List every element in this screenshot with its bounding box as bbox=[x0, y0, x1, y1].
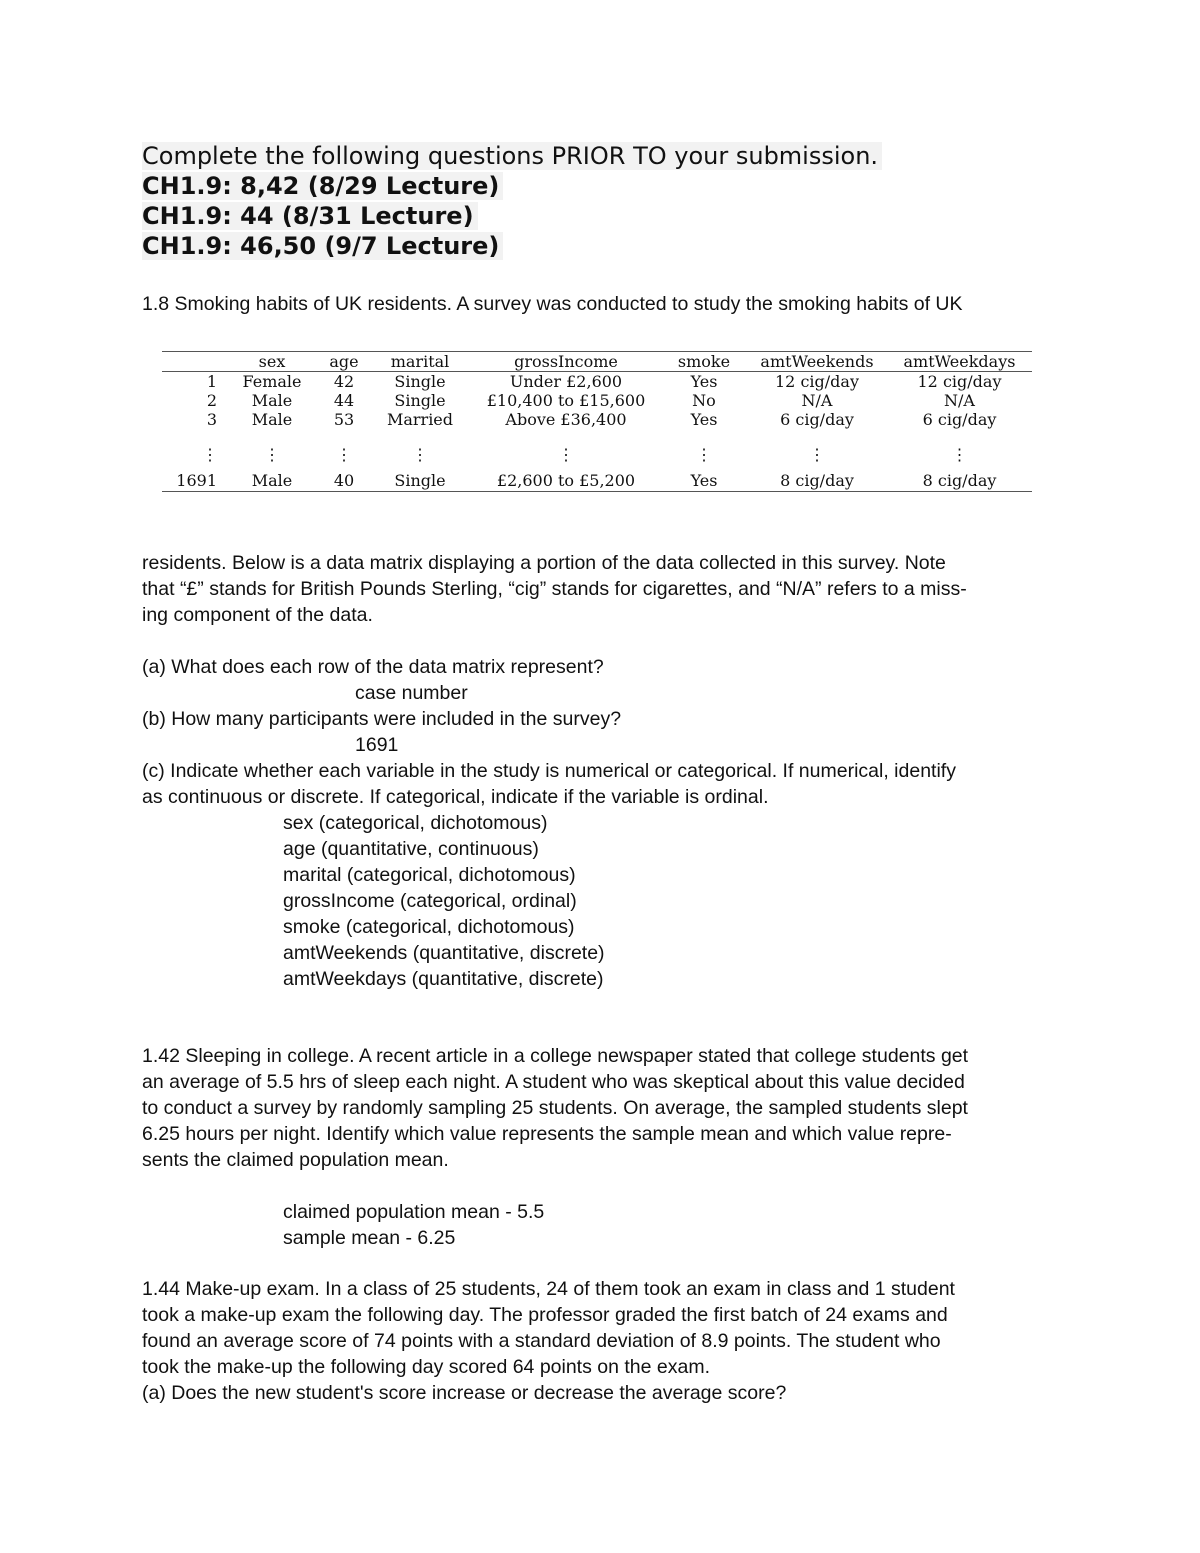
table-cell: Above £36,400 bbox=[505, 410, 627, 429]
data-matrix-table bbox=[162, 348, 1032, 494]
question-1-8-intro: 1.8 Smoking habits of UK residents. A survey was conducted to study the smoking habits of UK bbox=[142, 293, 963, 315]
answer-c-item: amtWeekends (quantitative, discrete) bbox=[283, 942, 605, 964]
assignment-line: CH1.9: 46,50 (9/7 Lecture) bbox=[142, 231, 503, 261]
table-cell: Single bbox=[394, 471, 446, 490]
question-c: as continuous or discrete. If categorical, indicate if the variable is ordinal. bbox=[142, 786, 769, 808]
table-cell: N/A bbox=[801, 391, 833, 410]
instructions-heading: Complete the following questions PRIOR TO your submission. bbox=[142, 141, 882, 171]
table-cell: 6 cig/day bbox=[922, 410, 997, 429]
ellipsis-mark: ⋮ bbox=[558, 445, 574, 464]
ellipsis-mark: ⋮ bbox=[412, 445, 428, 464]
ellipsis-mark: ⋮ bbox=[696, 445, 712, 464]
column-header: grossIncome bbox=[514, 352, 618, 371]
answer-a: case number bbox=[355, 682, 468, 704]
assignment-line: CH1.9: 8,42 (8/29 Lecture) bbox=[142, 171, 503, 201]
table-cell: Male bbox=[251, 410, 293, 429]
table-cell: £2,600 to £5,200 bbox=[496, 471, 636, 490]
question-a: (a) Does the new student's score increase or decrease the average score? bbox=[142, 1382, 787, 1404]
table-cell: 44 bbox=[333, 391, 355, 410]
answer-c-item: marital (categorical, dichotomous) bbox=[283, 864, 576, 886]
table-cell: 8 cig/day bbox=[922, 471, 997, 490]
table-cell: 42 bbox=[333, 372, 355, 391]
paragraph-line: residents. Below is a data matrix displaying a portion of the data collected in this survey. Note bbox=[142, 552, 946, 574]
ellipsis-mark: ⋮ bbox=[809, 445, 825, 464]
paragraph-line: found an average score of 74 points with a standard deviation of 8.9 points. The student who bbox=[142, 1330, 941, 1352]
paragraph-line: 1.42 Sleeping in college. A recent article in a college newspaper stated that college students get bbox=[142, 1045, 969, 1067]
table-cell: Under £2,600 bbox=[509, 372, 623, 391]
question-b: (b) How many participants were included in the survey? bbox=[142, 708, 622, 730]
table-cell: 40 bbox=[333, 471, 355, 490]
assignment-line: CH1.9: 44 (8/31 Lecture) bbox=[142, 201, 478, 231]
paragraph-line: took the make-up the following day scored 64 points on the exam. bbox=[142, 1356, 711, 1378]
column-header: amtWeekdays bbox=[903, 352, 1016, 371]
table-cell: 12 cig/day bbox=[775, 372, 859, 391]
column-header: sex bbox=[258, 352, 286, 371]
answer-c-item: smoke (categorical, dichotomous) bbox=[283, 916, 575, 938]
table-cell: No bbox=[692, 391, 716, 410]
table-bottom-rule bbox=[162, 491, 1032, 492]
table-cell: Married bbox=[386, 410, 454, 429]
column-header: age bbox=[329, 352, 359, 371]
ellipsis-mark: ⋮ bbox=[264, 445, 280, 464]
answer-item: claimed population mean - 5.5 bbox=[283, 1201, 545, 1223]
column-header: smoke bbox=[677, 352, 731, 371]
table-cell: 2 bbox=[206, 391, 217, 410]
answer-item: sample mean - 6.25 bbox=[283, 1227, 456, 1249]
answer-c-item: amtWeekdays (quantitative, discrete) bbox=[283, 968, 604, 990]
column-header: amtWeekends bbox=[760, 352, 874, 371]
table-cell: Male bbox=[251, 391, 293, 410]
table-cell: Single bbox=[394, 391, 446, 410]
table-cell: Yes bbox=[690, 372, 718, 391]
answer-b: 1691 bbox=[355, 734, 399, 756]
ellipsis-mark: ⋮ bbox=[951, 445, 968, 464]
question-c: (c) Indicate whether each variable in the study is numerical or categorical. If numerical, identify bbox=[142, 760, 956, 782]
table-cell: £10,400 to £15,600 bbox=[486, 391, 646, 410]
paragraph-line: 6.25 hours per night. Identify which value represents the sample mean and which value repre- bbox=[142, 1123, 952, 1145]
table-cell: Single bbox=[394, 372, 446, 391]
table-cell: 12 cig/day bbox=[917, 372, 1002, 391]
table-cell: 1691 bbox=[176, 471, 217, 490]
table-cell: Yes bbox=[690, 471, 718, 490]
paragraph-line: that “£” stands for British Pounds Sterling, “cig” stands for cigarettes, and “N/A” refers to a miss- bbox=[142, 578, 967, 600]
paragraph-line: sents the claimed population mean. bbox=[142, 1149, 449, 1171]
table-cell: 53 bbox=[333, 410, 355, 429]
table-cell: 8 cig/day bbox=[780, 471, 854, 490]
paragraph-line: took a make-up exam the following day. The professor graded the first batch of 24 exams and bbox=[142, 1304, 948, 1326]
ellipsis-mark: ⋮ bbox=[202, 445, 218, 464]
paragraph-line: to conduct a survey by randomly sampling 25 students. On average, the sampled students slept bbox=[142, 1097, 968, 1119]
answer-c-item: sex (categorical, dichotomous) bbox=[283, 812, 548, 834]
table-cell: N/A bbox=[944, 391, 975, 410]
table-cell: Male bbox=[251, 471, 293, 490]
paragraph-line: an average of 5.5 hrs of sleep each night. A student who was skeptical about this value decided bbox=[142, 1071, 965, 1093]
ellipsis-mark: ⋮ bbox=[336, 445, 352, 464]
paragraph-line: ing component of the data. bbox=[142, 604, 373, 626]
answer-c-item: age (quantitative, continuous) bbox=[283, 838, 539, 860]
table-cell: Yes bbox=[690, 410, 718, 429]
table-cell: 3 bbox=[206, 410, 217, 429]
paragraph-line: 1.44 Make-up exam. In a class of 25 students, 24 of them took an exam in class and 1 student bbox=[142, 1278, 955, 1300]
question-a: (a) What does each row of the data matrix represent? bbox=[142, 656, 604, 678]
table-cell: 1 bbox=[206, 372, 217, 391]
answer-c-item: grossIncome (categorical, ordinal) bbox=[283, 890, 577, 912]
table-cell: Female bbox=[242, 372, 302, 391]
table-cell: 6 cig/day bbox=[780, 410, 854, 429]
column-header: marital bbox=[390, 352, 450, 371]
